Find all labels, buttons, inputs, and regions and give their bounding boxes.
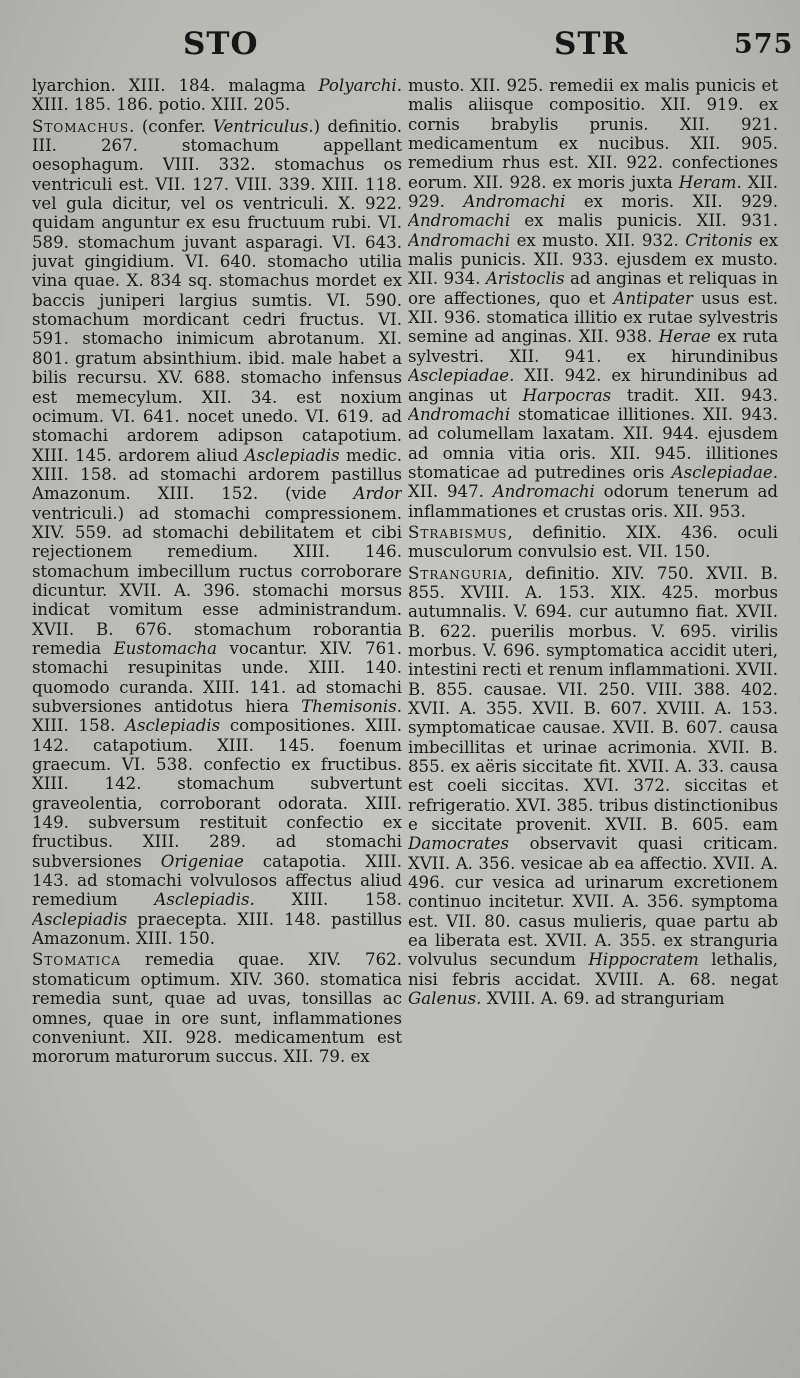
- header-left-word: STO: [183, 26, 259, 62]
- index-entry: Stomatica remedia quae. XIV. 762. stomaticum optimum. XIV. 360. stomatica remedia sunt, quae ad uvas, tonsillas ac omnes, quae in ore sunt, inflammationes conveniunt. XII. 928. medicamentum est mororum maturorum succus. XII. 79. ex: [32, 950, 402, 1067]
- index-continuation: lyarchion. XIII. 184. malagma Polyarchi. XIII. 185. 186. potio. XIII. 205.: [32, 76, 402, 115]
- index-entry: Stranguria, definitio. XIV. 750. XVII. B. 855. XVIII. A. 153. XIX. 425. morbus autumnalis. V. 694. cur autumno fiat. XVII. B. 622. puerilis morbus. V. 695. virilis morbus. V. 696. symptomatica accidit uteri, intestini recti et renum inflammationi. XVII. B. 855. causae. VII. 250. VIII. 388. 402. XVII. A. 355. XVII. B. 607. XVIII. A. 153. symptomaticae causae. XVII. B. 607. causa imbecillitas et urinae acrimonia. XVII. B. 855. ex aëris siccitate fit. XVII. A. 33. causa est coeli siccitas. XVI. 372. siccitas et refrigeratio. XVI. 385. tribus distinctionibus e siccitate provenit. XVII. B. 605. eam Damocrates observavit quasi criticam. XVII. A. 356. vesicae ab ea affectio. XVII. A. 496. cur vesica ad urinarum excretionem continuo incitetur. XVII. A. 356. symptoma est. VII. 80. casus mulieris, quae partu ab ea liberata est. XVII. A. 355. ex stranguria volvulus secundum Hippocratem lethalis, nisi febris accidat. XVIII. A. 68. negat Galenus. XVIII. A. 69. ad stranguriam: [408, 563, 778, 1009]
- index-column-left: [32, 76, 402, 1366]
- header-right-word: STR: [554, 26, 629, 62]
- index-column-right: [408, 76, 778, 1366]
- running-header: [0, 26, 800, 66]
- index-entry: Strabismus, definitio. XIX. 436. oculi musculorum convulsio est. VII. 150.: [408, 522, 778, 562]
- index-entry: Stomachus. (confer. Ventriculus.) definitio. III. 267. stomachum appellant oesophagum. VIII. 332. stomachus os ventriculi est. VII. 127. VIII. 339. XIII. 118. vel gula dicitur, vel os ventriculi. X. 922. quidam anguntur ex esu fructuum rubi. VI. 589. stomachum juvant asparagi. VI. 643. juvat gingidium. VI. 640. stomacho utilia vina quae. X. 834 sq. stomachus mordet ex baccis juniperi largius sumtis. VI. 590. stomachum mordicant cedri fructus. VI. 591. stomacho inimicum abrotanum. XI. 801. gratum absinthium. ibid. male habet a bilis recursu. XV. 688. stomacho infensus est memecylum. XII. 34. est noxium ocimum. VI. 641. nocet unedo. VI. 619. ad stomachi ardorem adipson catapotium. XIII. 145. ardorem aliud Asclepiadis medic. XIII. 158. ad stomachi ardorem pastillus Amazonum. XIII. 152. (vide Ardor ventriculi.) ad stomachi compressionem. XIV. 559. ad stomachi debilitatem et cibi rejectionem remedium. XIII. 146. stomachum imbecillum ructus corroborare dicuntur. XVII. A. 396. stomachi morsus indicat vomitum esse administrandum. XVII. B. 676. stomachum roborantia remedia Eustomacha vocantur. XIV. 761. stomachi resupinitas unde. XIII. 140. quomodo curanda. XIII. 141. ad stomachi subversiones antidotus hiera Themisonis. XIII. 158. Asclepiadis compositiones. XIII. 142. catapotium. XIII. 145. foenum graecum. VI. 538. confectio ex fructibus. XIII. 142. stomachum subvertunt graveolentia, corroborant odorata. XIII. 149. subversum restituit confectio ex fructibus. XIII. 289. ad stomachi subversiones Origeniae catapotia. XIII. 143. ad stomachi volvulosos affectus aliud remedium Asclepiadis. XIII. 158. Asclepiadis praecepta. XIII. 148. pastillus Amazonum. XIII. 150.: [32, 116, 402, 949]
- page-number: 575: [734, 29, 794, 60]
- index-continuation: musto. XII. 925. remedii ex malis punicis et malis aliisque compositio. XII. 919. ex cornis brabylis prunis. XII. 921. medicamentum ex nucibus. XII. 905. remedium rhus est. XII. 922. confectiones eorum. XII. 928. ex moris juxta Heram. XII. 929. Andromachi ex moris. XII. 929. Andromachi ex malis punicis. XII. 931. Andromachi ex musto. XII. 932. Critonis ex malis punicis. XII. 933. ejusdem ex musto. XII. 934. Aristoclis ad anginas et reliquas in ore affectiones, quo et Antipater usus est. XII. 936. stomatica illitio ex rutae sylvestris semine ad anginas. XII. 938. Herae ex ruta sylvestri. XII. 941. ex hirundinibus Asclepiadae. XII. 942. ex hirundinibus ad anginas ut Harpocras tradit. XII. 943. Andromachi stomaticae illitiones. XII. 943. ad columellam laxatam. XII. 944. ejusdem ad omnia vitia oris. XII. 945. illitiones stomaticae ad putredines oris Asclepiadae. XII. 947. Andromachi odorum tenerum ad inflammationes et crustas oris. XII. 953.: [408, 76, 778, 521]
